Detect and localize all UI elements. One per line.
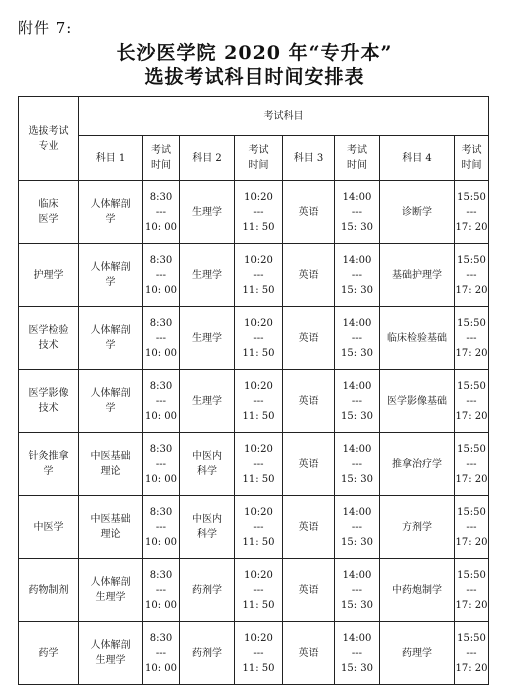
subject-1-cell: 中医基础 理论 [79,433,143,496]
time-4-cell: 15:50 --- 17: 20 [455,370,489,433]
subject-1-cell: 人体解剖 学 [79,181,143,244]
major-cell: 药学 [19,622,79,685]
col-header-time-3: 考试 时间 [335,136,380,181]
attachment-label: 附件 7: [18,19,73,37]
title-line-2: 选拔考试科目时间安排表 [144,66,365,88]
time-2-cell: 10:20 --- 11: 50 [235,307,283,370]
subject-2-cell: 中医内 科学 [180,433,235,496]
time-2-cell: 10:20 --- 11: 50 [235,244,283,307]
table-row [19,307,489,370]
time-2-cell: 10:20 --- 11: 50 [235,496,283,559]
time-1-cell: 8:30 --- 10: 00 [143,559,180,622]
time-4-cell: 15:50 --- 17: 20 [455,622,489,685]
subject-4-cell: 推拿治疗学 [380,433,455,496]
time-1-cell: 8:30 --- 10: 00 [143,307,180,370]
time-3-cell: 14:00 --- 15: 30 [335,433,380,496]
major-cell: 临床 医学 [19,181,79,244]
time-2-cell: 10:20 --- 11: 50 [235,433,283,496]
subject-4-cell: 基础护理学 [380,244,455,307]
table-row [19,433,489,496]
time-2-cell: 10:20 --- 11: 50 [235,622,283,685]
time-1-cell: 8:30 --- 10: 00 [143,181,180,244]
col-header-subject-4: 科目 4 [380,136,455,181]
time-4-cell: 15:50 --- 17: 20 [455,433,489,496]
major-cell: 医学影像 技术 [19,370,79,433]
col-header-time-1: 考试 时间 [143,136,180,181]
subject-3-cell: 英语 [283,433,335,496]
subject-1-cell: 人体解剖 生理学 [79,622,143,685]
col-header-subject-3: 科目 3 [283,136,335,181]
time-3-cell: 14:00 --- 15: 30 [335,307,380,370]
time-4-cell: 15:50 --- 17: 20 [455,244,489,307]
time-2-cell: 10:20 --- 11: 50 [235,559,283,622]
subject-1-cell: 人体解剖 学 [79,307,143,370]
table-row [19,496,489,559]
major-cell: 药物制剂 [19,559,79,622]
major-cell: 针灸推拿 学 [19,433,79,496]
subject-4-cell: 中药炮制学 [380,559,455,622]
subject-3-cell: 英语 [283,559,335,622]
time-1-cell: 8:30 --- 10: 00 [143,244,180,307]
table-row [19,181,489,244]
subject-1-cell: 人体解剖 生理学 [79,559,143,622]
subject-4-cell: 临床检验基础 [380,307,455,370]
time-3-cell: 14:00 --- 15: 30 [335,622,380,685]
time-3-cell: 14:00 --- 15: 30 [335,559,380,622]
schedule-table [18,96,489,685]
time-2-cell: 10:20 --- 11: 50 [235,181,283,244]
subject-4-cell: 诊断学 [380,181,455,244]
subject-2-cell: 生理学 [180,244,235,307]
table-row [19,622,489,685]
subject-2-cell: 药剂学 [180,559,235,622]
time-3-cell: 14:00 --- 15: 30 [335,181,380,244]
time-1-cell: 8:30 --- 10: 00 [143,622,180,685]
subject-2-cell: 中医内 科学 [180,496,235,559]
major-cell: 护理学 [19,244,79,307]
subject-3-cell: 英语 [283,622,335,685]
major-header: 选拔考试 专业 [19,97,79,181]
time-1-cell: 8:30 --- 10: 00 [143,496,180,559]
table-row [19,559,489,622]
subject-2-cell: 药剂学 [180,622,235,685]
time-3-cell: 14:00 --- 15: 30 [335,244,380,307]
time-3-cell: 14:00 --- 15: 30 [335,370,380,433]
time-1-cell: 8:30 --- 10: 00 [143,370,180,433]
subject-3-cell: 英语 [283,307,335,370]
subject-1-cell: 中医基础 理论 [79,496,143,559]
col-header-subject-2: 科目 2 [180,136,235,181]
col-header-subject-1: 科目 1 [79,136,143,181]
time-4-cell: 15:50 --- 17: 20 [455,181,489,244]
major-cell: 中医学 [19,496,79,559]
table-row [19,244,489,307]
time-1-cell: 8:30 --- 10: 00 [143,433,180,496]
subject-3-cell: 英语 [283,370,335,433]
time-2-cell: 10:20 --- 11: 50 [235,370,283,433]
subject-2-cell: 生理学 [180,181,235,244]
table-row [19,370,489,433]
schedule-body [19,181,489,685]
subject-1-cell: 人体解剖 学 [79,370,143,433]
subject-2-cell: 生理学 [180,370,235,433]
subject-1-cell: 人体解剖 学 [79,244,143,307]
time-3-cell: 14:00 --- 15: 30 [335,496,380,559]
time-4-cell: 15:50 --- 17: 20 [455,559,489,622]
col-header-time-2: 考试 时间 [235,136,283,181]
subject-4-cell: 医学影像基础 [380,370,455,433]
subjects-header: 考试科目 [79,97,489,136]
subject-2-cell: 生理学 [180,307,235,370]
time-4-cell: 15:50 --- 17: 20 [455,307,489,370]
subject-4-cell: 方剂学 [380,496,455,559]
title-line-1: 长沙医学院 2020 年“专升本” [116,42,393,64]
subject-3-cell: 英语 [283,496,335,559]
time-4-cell: 15:50 --- 17: 20 [455,496,489,559]
major-cell: 医学检验 技术 [19,307,79,370]
col-header-time-4: 考试 时间 [455,136,489,181]
subject-4-cell: 药理学 [380,622,455,685]
subject-3-cell: 英语 [283,181,335,244]
subject-3-cell: 英语 [283,244,335,307]
